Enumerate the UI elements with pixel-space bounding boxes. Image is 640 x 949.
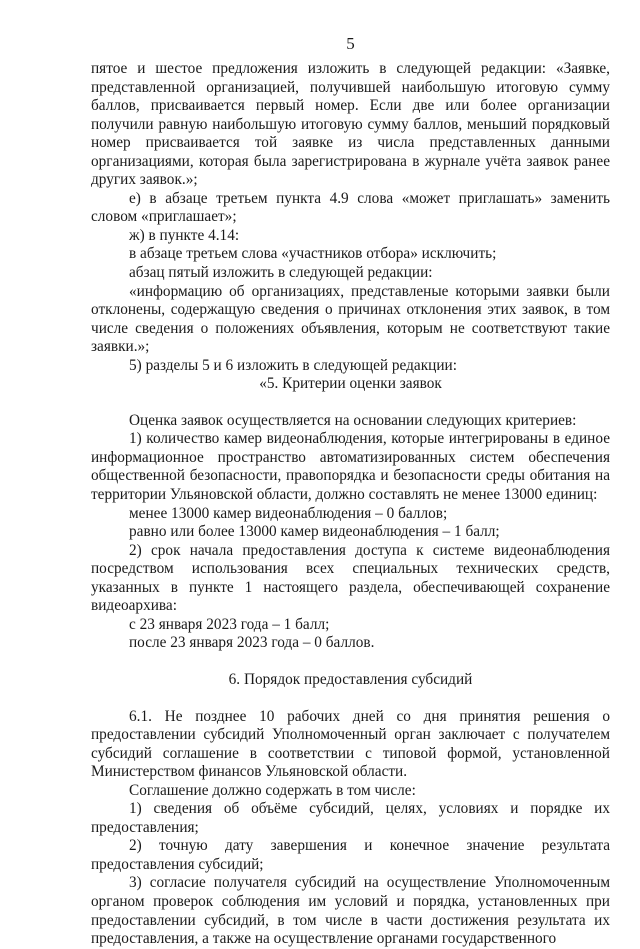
spacer xyxy=(91,690,610,708)
paragraph: пятое и шестое предложения изложить в следующей редакции: «Заявке, представленной организацией, получившей наибольшую итоговую сумму баллов, присваивается первый номер. Если две или более организации получили равную наибольшую итоговую сумму баллов, меньший порядковый номер присваивается той заявке из числа представленных данными организациями, которая была зарегистрирована в журнале учёта заявок ранее других заявок.»; xyxy=(91,60,610,189)
document-body xyxy=(91,60,610,949)
paragraph: 1) сведения об объёме субсидий, целях, условиях и порядке их предоставления; xyxy=(91,800,610,836)
paragraph: в абзаце третьем слова «участников отбора» исключить; xyxy=(129,245,497,263)
paragraph: 5) разделы 5 и 6 изложить в следующей редакции: xyxy=(129,356,457,374)
section-heading: 6. Порядок предоставления субсидий xyxy=(228,670,473,688)
paragraph: 2) срок начала предоставления доступа к системе видеонаблюдения посредством использования всех специальных технических средств, указанных в пункте 1 настоящего раздела, обеспечивающей сохранение видеоархива: xyxy=(91,541,610,615)
page-number: 5 xyxy=(346,34,355,53)
paragraph: менее 13000 камер видеонаблюдения – 0 баллов; xyxy=(129,504,448,522)
paragraph: «информацию об организациях, представленые которыми заявки были отклонены, содержащую сведения о причинах отклонения этих заявок, в том числе сведения о положениях объявления, которым не соответствуют такие заявки.»; xyxy=(91,282,610,356)
paragraph: е) в абзаце третьем пункта 4.9 слова «может приглашать» заменить словом «приглашает»; xyxy=(91,189,610,226)
section-heading: «5. Критерии оценки заявок xyxy=(259,375,442,393)
spacer xyxy=(91,394,610,412)
spacer xyxy=(91,653,610,671)
paragraph: равно или более 13000 камер видеонаблюдения – 1 балл; xyxy=(129,523,500,541)
paragraph: 6.1. Не позднее 10 рабочих дней со дня принятия решения о предоставлении субсидий Уполномоченный орган заключает с получателем субсидий соглашение в соответствии с типовой формой, установленной Министерством финансов Ульяновской области. xyxy=(91,707,610,781)
paragraph: 3) согласие получателя субсидий на осуществление Уполномоченным органом проверок соблюдения им условий и порядка, установленных при предоставлении субсидий, в том числе в части достижения результата их предоставления, а также на осуществление органами государственного xyxy=(91,874,610,948)
paragraph: ж) в пункте 4.14: xyxy=(129,226,240,244)
paragraph: Соглашение должно содержать в том числе: xyxy=(129,781,416,799)
paragraph: 1) количество камер видеонаблюдения, которые интегрированы в единое информационное пространство автоматизированных систем обеспечения общественной безопасности, правопорядка и безопасности среды обитания на территории Ульяновской области, должно составлять не менее 13000 единиц: xyxy=(91,430,610,504)
paragraph: с 23 января 2023 года – 1 балл; xyxy=(129,615,330,633)
paragraph: 2) точную дату завершения и конечное значение результата предоставления субсидий; xyxy=(91,837,610,873)
paragraph: абзац пятый изложить в следующей редакции: xyxy=(129,264,433,282)
paragraph: Оценка заявок осуществляется на основании следующих критериев: xyxy=(129,411,577,429)
paragraph: после 23 января 2023 года – 0 баллов. xyxy=(129,634,375,652)
